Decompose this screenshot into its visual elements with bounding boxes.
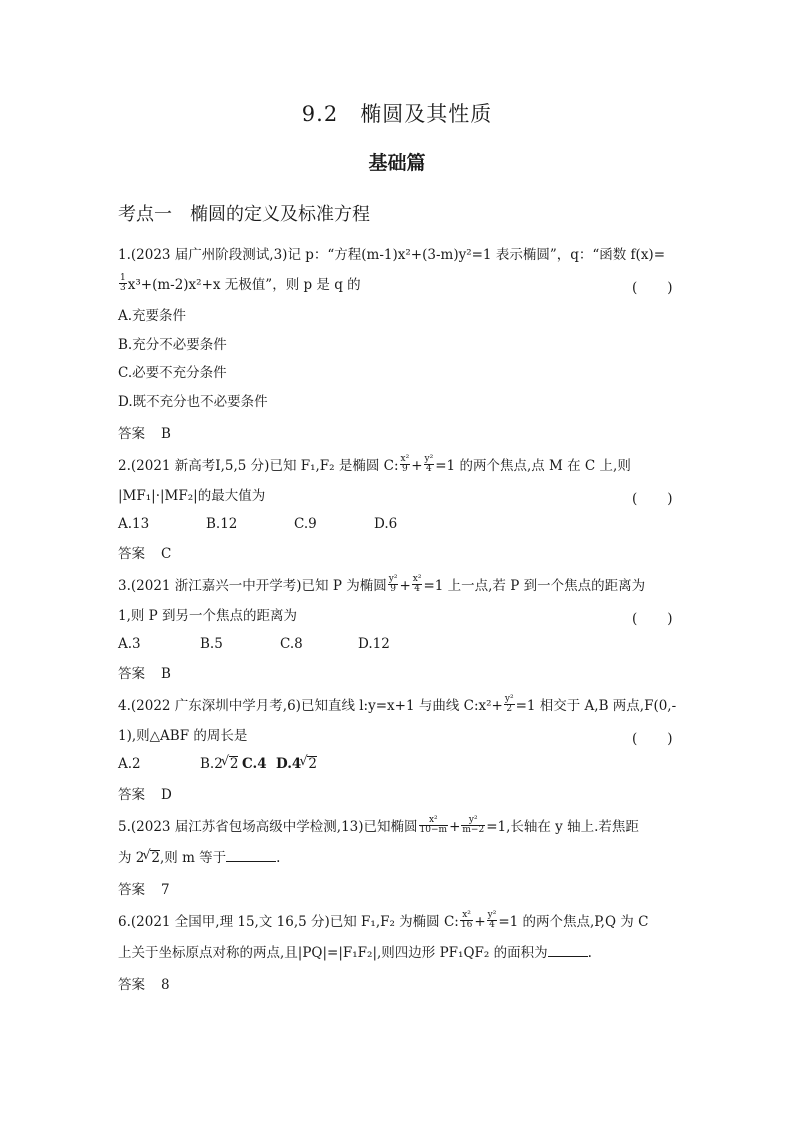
q6-line2: 上关于坐标原点对称的两点,且|PQ|=|F₁F₂|,则四边形 PF₁QF₂ 的面积为 . — [118, 945, 592, 961]
q6-line1: 6.(2021 全国甲,理 15,文 16,5 分)已知 F₁,F₂ 为椭圆 C: $\frac{\text{x²}}{16}$ + $\frac{\text{y²}}{4}$ =1 的两个焦点,P,Q 为 C — [118, 910, 649, 930]
q3-option-b: B.5 — [200, 636, 223, 652]
page-subtitle: 基础篇 — [368, 152, 426, 174]
q3-line2: 1,则 P 到另一个焦点的距离为 — [118, 608, 298, 624]
q2-line1: 2.(2021 新高考Ⅰ,5,5 分)已知 F₁,F₂ 是椭圆 C: $\frac{\text{x²}}{9}$ + $\frac{\text{y²}}{4}$ =1 的两个焦点,点 M 在 C 上,则 — [118, 454, 631, 474]
q2-option-c: C.9 — [294, 516, 317, 532]
q2-answer: 答案 C — [118, 546, 172, 562]
q2-line2: |MF₁|·|MF₂|的最大值为 — [118, 488, 266, 504]
q4-option-a: A.2 — [118, 756, 141, 772]
q3-line1: 3.(2021 浙江嘉兴一中开学考)已知 P 为椭圆 $\frac{\text{y²}}{9}$ + $\frac{\text{x²}}{4}$ =1 上一点,若 P 到一个焦点的距离为 — [118, 574, 646, 594]
q1-line2: $\frac{1}{3}$ x³+(m-2)x²+x 无极值”，则 p 是 q 的 — [120, 273, 361, 293]
q1-option-b: B.充分不必要条件 — [118, 337, 227, 353]
q4-option-d: D.4√ 2 — [276, 756, 317, 772]
q1-fraction: $\frac{1}{3}$ — [120, 273, 126, 293]
q2-option-a: A.13 — [118, 516, 150, 532]
page-title: 9.2 椭圆及其性质 — [301, 102, 493, 126]
q1-answer-paren: ( ) — [632, 280, 674, 296]
q5-line1: 5.(2023 届江苏省包场高级中学检测,13)已知椭圆 $\frac{\text{x²}}{10-m}$ + $\frac{\text{y²}}{m-2}$ =1,长轴在 y 轴上.若焦距 — [118, 815, 639, 835]
q3-option-c: C.8 — [280, 636, 303, 652]
q6-answer: 答案 8 — [118, 977, 170, 993]
q4-options — [118, 756, 317, 772]
q3-answer: 答案 B — [118, 666, 171, 682]
q2-option-d: D.6 — [374, 516, 398, 532]
q1-line1: 1.(2023 届广州阶段测试,3)记 p：“方程(m-1)x²+(3-m)y²=1 表示椭圆”，q：“函数 f(x)= — [118, 247, 666, 263]
q2-answer-paren: ( ) — [632, 491, 674, 507]
q4-answer-paren: ( ) — [632, 731, 674, 747]
section-heading: 考点一 椭圆的定义及标准方程 — [118, 204, 370, 225]
q3-options — [118, 636, 390, 652]
q4-line1: 4.(2022 广东深圳中学月考,6)已知直线 l:y=x+1 与曲线 C:x²+ $\frac{\text{y²}}{2}$ =1 相交于 A,B 两点,F(0,- — [118, 694, 677, 714]
q3-option-d: D.12 — [358, 636, 390, 652]
q2-option-b: B.12 — [206, 516, 238, 532]
q3-answer-paren: ( ) — [632, 611, 674, 627]
q1-answer: 答案 B — [118, 426, 171, 442]
q4-option-c: C.4 — [242, 756, 267, 772]
q3-option-a: A.3 — [118, 636, 141, 652]
q1-option-a: A.充要条件 — [118, 308, 187, 324]
q1-option-d: D.既不充分也不必要条件 — [118, 394, 268, 410]
q5-answer: 答案 7 — [118, 882, 170, 898]
q4-line2: 1),则△ABF 的周长是 — [118, 728, 248, 744]
q6-fill-blank[interactable] — [548, 944, 588, 957]
q5-line2: 为 2√ 2,则 m 等于 . — [118, 849, 280, 867]
q4-answer: 答案 D — [118, 787, 172, 803]
q2-options — [118, 516, 397, 532]
q4-option-b: B.2√ 2 — [200, 756, 242, 772]
q5-fill-blank[interactable] — [226, 849, 276, 862]
q1-option-c: C.必要不充分条件 — [118, 365, 227, 381]
